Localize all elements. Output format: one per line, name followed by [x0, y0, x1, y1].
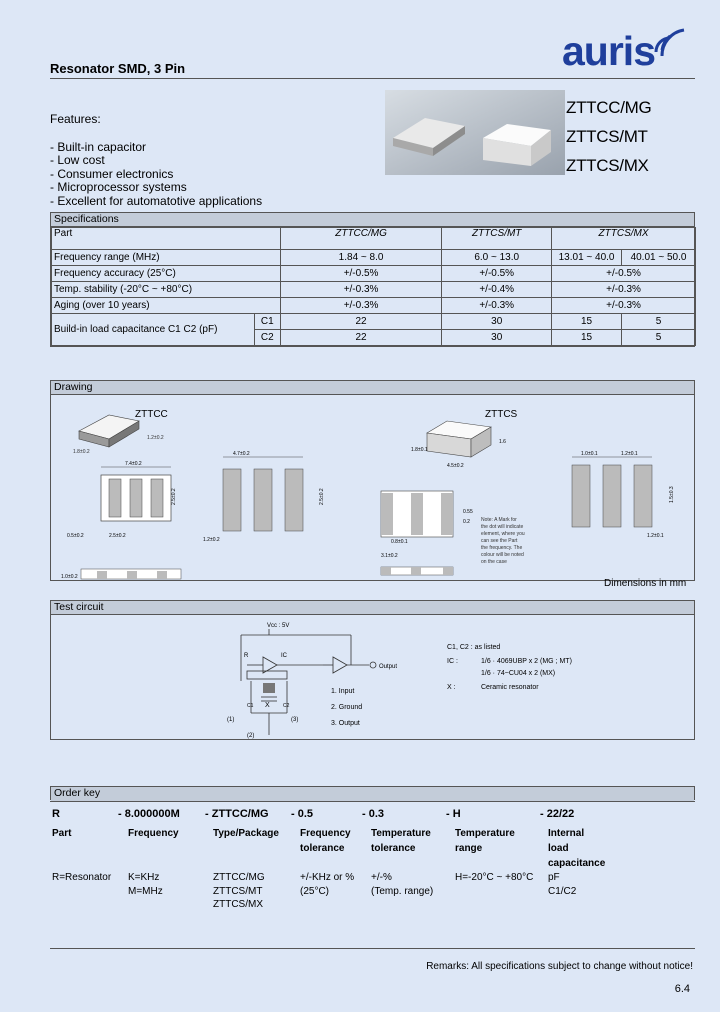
svg-text:Note: A Mark for: Note: A Mark for [481, 517, 517, 523]
row-label: Temp. stability (-20°C ~ +80°C) [52, 282, 281, 298]
product-photo [385, 90, 565, 175]
cell: 13.01 ~ 40.0 [552, 250, 622, 266]
cell: 6.0 ~ 13.0 [442, 250, 552, 266]
pin-mark: (3) [291, 717, 299, 723]
drawing-title: Drawing [51, 381, 694, 395]
output-label: Output [379, 664, 398, 670]
row-label: Aging (over 10 years) [52, 298, 281, 314]
cap-label-c1: C1 [254, 314, 280, 330]
dim-label: 1.2±0.2 [203, 537, 220, 543]
pin-legend: 3. Output [331, 720, 360, 727]
signal-waves-icon [654, 22, 694, 56]
part-header: Part [52, 228, 281, 250]
test-circuit-title: Test circuit [51, 601, 694, 615]
order-header: Temperature tolerance [371, 828, 431, 854]
r-label: R [244, 653, 249, 659]
part-name: ZTTCS/MT [442, 228, 552, 250]
zttcc-label: ZTTCC [135, 409, 168, 420]
brand-logo-text: auris [562, 28, 655, 74]
dim-label: 2.5±0.2 [109, 533, 126, 539]
order-header: Frequency tolerance [300, 828, 351, 854]
features-list [50, 113, 262, 208]
feature-item: - Excellent for automatotive applications [50, 193, 263, 208]
dim-label: 1.2±0.2 [147, 435, 164, 441]
cell: +/-0.3% [552, 298, 696, 314]
order-detail: H=-20°C ~ +80°C [455, 872, 534, 883]
brand-logo [562, 28, 655, 75]
row-label: Frequency range (MHz) [52, 250, 281, 266]
x-label: X [265, 702, 270, 709]
svg-text:on the case: on the case [481, 559, 507, 565]
cell: +/-0.3% [280, 282, 442, 298]
cell: 5 [622, 330, 696, 346]
page-title: Resonator SMD, 3 Pin [50, 61, 186, 76]
cell: +/-0.3% [442, 298, 552, 314]
legend-ic-1: 1/6 · 4069UBP x 2 (MG ; MT) [481, 658, 572, 665]
specifications-title: Specifications [51, 213, 694, 227]
svg-text:the dot will indicate: the dot will indicate [481, 524, 524, 530]
cell: +/-0.5% [280, 266, 442, 282]
dim-label: 1.2±0.1 [621, 451, 638, 457]
dim-label: 2.5±0.2 [171, 488, 177, 505]
order-detail: +/-KHz or % (25°C) [300, 872, 355, 897]
features-title: Features: [50, 112, 101, 126]
svg-text:can see the Part: can see the Part [481, 538, 518, 544]
page-number: 6.4 [674, 983, 690, 995]
pin-legend: 2. Ground [331, 704, 363, 711]
order-detail: pF C1/C2 [548, 872, 577, 897]
cap-label-c2: C2 [254, 330, 280, 346]
svg-text:element, where you: element, where you [481, 531, 525, 537]
model-name: ZTTCC/MG [566, 98, 652, 117]
c1-label: C1 [247, 703, 254, 709]
order-detail: +/-% (Temp. range) [371, 872, 434, 897]
row-label: Build-in load capacitance C1 C2 (pF) [52, 314, 255, 346]
table-row [52, 298, 696, 314]
feature-item: - Built-in capacitor [50, 139, 147, 154]
pin-mark: (2) [247, 733, 255, 739]
table-row [52, 314, 696, 330]
order-value: - 8.000000M [118, 808, 180, 820]
order-header: Frequency [128, 828, 179, 839]
cell: 1.84 ~ 8.0 [280, 250, 442, 266]
cell: +/-0.3% [552, 282, 696, 298]
cell: 22 [280, 314, 442, 330]
cell: 40.01 ~ 50.0 [622, 250, 696, 266]
dim-label: 1.2±0.1 [647, 533, 664, 539]
order-detail: ZTTCC/MG ZTTCS/MT ZTTCS/MX [213, 872, 265, 910]
part-name: ZTTCC/MG [280, 228, 442, 250]
dimensions-note: Dimensions in mm [604, 578, 687, 589]
dim-label: 1.8±0.1 [411, 447, 428, 453]
dim-label: 0.55 [463, 509, 473, 515]
dim-label: 0.5±0.2 [67, 533, 84, 539]
cell: +/-0.3% [280, 298, 442, 314]
cell: 22 [280, 330, 442, 346]
table-row [52, 266, 696, 282]
order-header: Internal load capacitance [548, 828, 606, 869]
pin-mark: (1) [227, 717, 235, 723]
header-divider [50, 78, 695, 79]
dim-label: 0.2 [463, 519, 470, 525]
test-circuit-section [50, 600, 695, 740]
order-key-title: Order key [51, 787, 694, 801]
part-name: ZTTCS/MX [552, 228, 696, 250]
svg-text:colour will be noted: colour will be noted [481, 552, 524, 558]
table-row [52, 250, 696, 266]
dim-label: 1.0±0.2 [61, 574, 78, 580]
cell: 15 [552, 314, 622, 330]
svg-text:the frequency. The: the frequency. The [481, 545, 523, 551]
order-key-section [50, 786, 695, 800]
dim-label: 7.4±0.2 [125, 461, 142, 467]
model-name: ZTTCS/MT [566, 127, 648, 146]
order-detail: K=KHz M=MHz [128, 872, 163, 897]
dim-label: 1.6 [499, 439, 506, 445]
legend-x-key: X : [447, 684, 456, 691]
cell: 30 [442, 330, 552, 346]
cell: +/-0.5% [552, 266, 696, 282]
pin-legend: 1. Input [331, 688, 355, 695]
dim-label: 1.5±0.3 [669, 486, 675, 503]
test-circuit-schematic [51, 615, 696, 740]
row-label: Frequency accuracy (25°C) [52, 266, 281, 282]
order-value: - H [446, 808, 461, 820]
order-value: - 0.5 [291, 808, 314, 820]
cell: +/-0.5% [442, 266, 552, 282]
dim-label: 1.8±0.2 [73, 449, 90, 455]
zttcs-footprint [572, 465, 590, 527]
dim-label: 4.7±0.2 [233, 451, 250, 457]
order-detail: R=Resonator [52, 872, 112, 883]
legend-ic-2: 1/6 · 74~CU04 x 2 (MX) [481, 670, 556, 677]
specifications-section [50, 212, 695, 347]
cell: 30 [442, 314, 552, 330]
legend-x: Ceramic resonator [481, 684, 539, 691]
mechanical-drawing [51, 395, 696, 589]
remarks: Remarks: All specifications subject to change without notice! [426, 961, 693, 972]
zttcs-label: ZTTCS [485, 409, 518, 420]
marking-note [481, 517, 525, 565]
table-row [52, 228, 696, 250]
dim-label: 0.8±0.1 [391, 539, 408, 545]
dim-label: 1.0±0.1 [581, 451, 598, 457]
dim-label: 3.1±0.2 [381, 553, 398, 559]
drawing-section [50, 380, 695, 589]
order-header: Temperature range [455, 828, 515, 854]
ic-label: IC [281, 653, 287, 659]
legend-c: C1, C2 : as listed [447, 644, 501, 651]
order-value: - ZTTCC/MG [205, 808, 269, 820]
model-name: ZTTCS/MX [566, 156, 649, 175]
footer-divider [50, 948, 695, 949]
specifications-table [51, 227, 696, 346]
vcc-label: Vcc : 5V [267, 623, 290, 629]
feature-item: - Microprocessor systems [50, 180, 187, 194]
order-value: - 0.3 [362, 808, 385, 820]
zttcc-footprint [223, 469, 241, 531]
cell: 15 [552, 330, 622, 346]
model-list [566, 93, 651, 180]
cell: 5 [622, 314, 696, 330]
dim-label: 2.5±0.2 [319, 488, 325, 505]
feature-item: - Low cost [50, 153, 105, 167]
order-header: Part [52, 828, 72, 839]
order-header: Type/Package [213, 828, 279, 839]
c2-label: C2 [283, 703, 290, 709]
order-value: R [52, 808, 60, 820]
legend-ic-key: IC : [447, 658, 458, 665]
feature-item: - Consumer electronics [50, 166, 174, 181]
order-value: - 22/22 [540, 808, 575, 820]
cell: +/-0.4% [442, 282, 552, 298]
table-row [52, 282, 696, 298]
dim-label: 4.5±0.2 [447, 463, 464, 469]
